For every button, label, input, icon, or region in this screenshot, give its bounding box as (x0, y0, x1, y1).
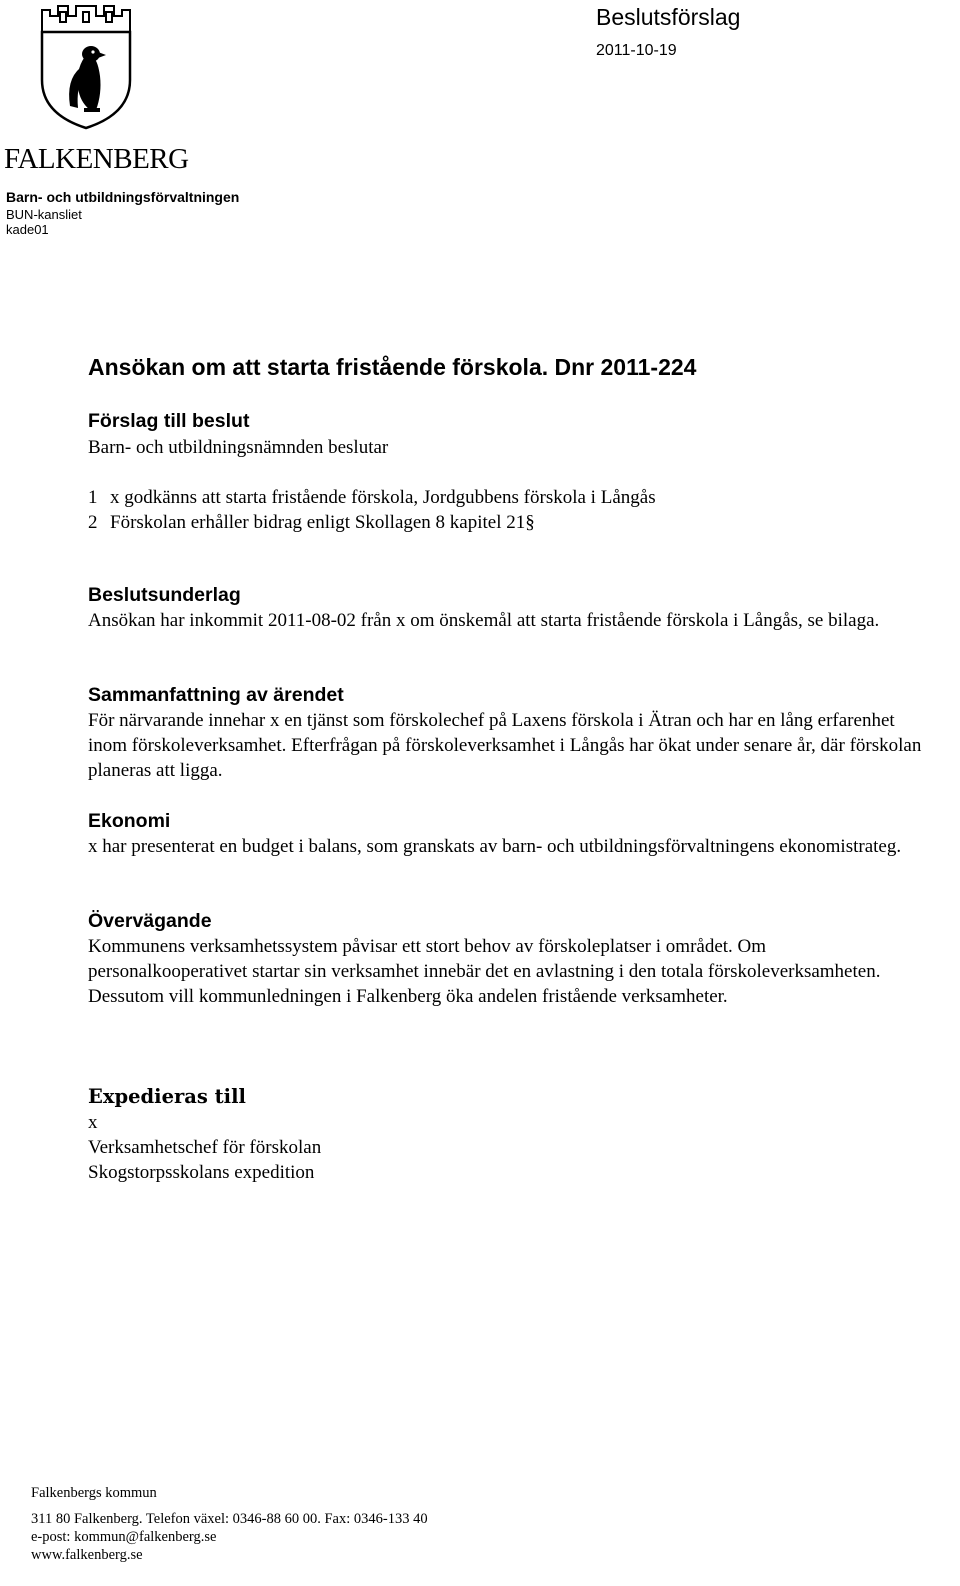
section-heading-forslag: Förslag till beslut (88, 410, 250, 432)
decision-item (88, 510, 928, 535)
department-name: Barn- och utbildningsförvaltningen (6, 189, 240, 205)
document-type: Beslutsförslag (596, 4, 741, 30)
document-date: 2011-10-19 (596, 42, 677, 59)
recipient-item: Skogstorpsskolans expedition (88, 1162, 315, 1183)
decision-item-number: 2 (88, 512, 98, 533)
footer-org: Falkenbergs kommun (31, 1485, 157, 1501)
recipient-item: Verksamhetschef för förskolan (88, 1137, 322, 1158)
section-heading-beslutsunderlag: Beslutsunderlag (88, 584, 241, 606)
office-name: BUN-kansliet (6, 207, 82, 222)
ekonomi-text: x har presenterat en budget i balans, som granskats av barn- och utbildningsförvaltningens ekonomistrateg. (88, 836, 902, 857)
beslutsunderlag-text: Ansökan har inkommit 2011-08-02 från x om önskemål att starta fristående förskola i Långås, se bilaga. (88, 610, 880, 631)
page-title: Ansökan om att starta fristående förskola. Dnr 2011-224 (88, 354, 697, 380)
footer-email: e-post: kommun@falkenberg.se (31, 1529, 217, 1545)
coat-of-arms-logo (36, 2, 136, 130)
decision-item-text: x godkänns att starta fristående förskola, Jordgubbens förskola i Långås (110, 487, 656, 508)
author-signature: kade01 (6, 222, 49, 237)
section-heading-ekonomi: Ekonomi (88, 810, 171, 832)
decision-item-text: Förskolan erhåller bidrag enligt Skollagen 8 kapitel 21§ (110, 512, 535, 533)
recipient-list (88, 1110, 928, 1185)
section-heading-sammanfattning: Sammanfattning av ärendet (88, 684, 344, 706)
section-heading-expedieras: Expedieras till (88, 1085, 246, 1108)
municipality-wordmark: FALKENBERG (4, 143, 189, 175)
decision-item-number: 1 (88, 487, 98, 508)
footer-contact: 311 80 Falkenberg. Telefon växel: 0346-88 60 00. Fax: 0346-133 40 (31, 1511, 428, 1527)
section-heading-overvagande: Övervägande (88, 910, 212, 932)
sammanfattning-text: För närvarande innehar x en tjänst som förskolechef på Laxens förskola i Ätran och har en lång erfarenhet inom förskoleverksamhet. Efterfrågan på förskoleverksamhet i Långås har ökat under senare år, där förskolan planeras att ligga. (88, 710, 922, 781)
footer-website: www.falkenberg.se (31, 1547, 143, 1563)
overvagande-text: Kommunens verksamhetssystem påvisar ett stort behov av förskoleplatser i området. Om personalkooperativet startar sin verksamhet innebär det en avlastning i den totala förskoleverksamheten. Dessutom vill kommunledningen i Falkenberg öka andelen fristående verksamheter. (88, 936, 881, 1007)
forslag-intro: Barn- och utbildningsnämnden beslutar (88, 437, 389, 458)
page-footer (31, 1484, 731, 1564)
recipient-item: x (88, 1112, 98, 1133)
decision-item (88, 485, 928, 510)
